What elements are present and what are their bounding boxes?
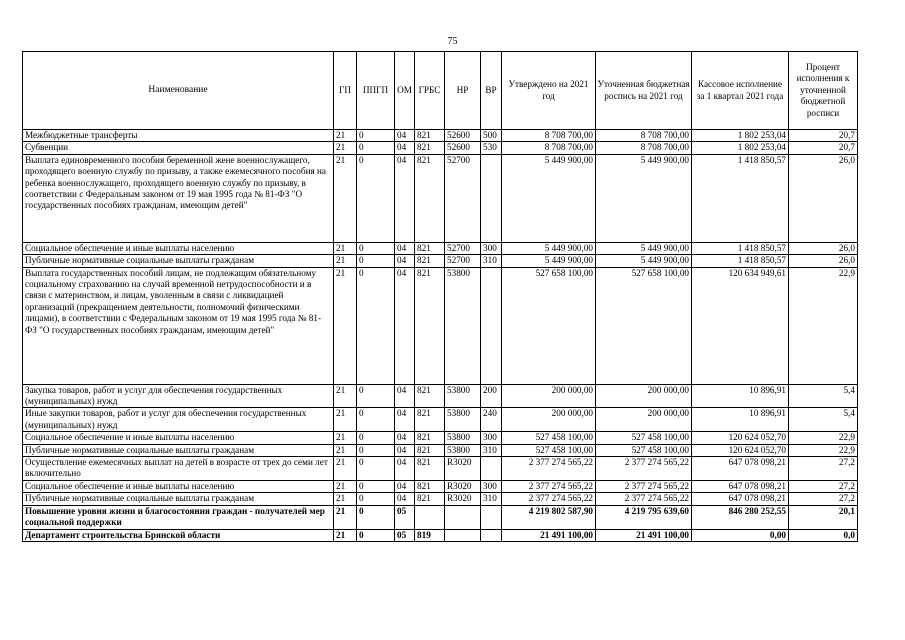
cell-approved: 8 708 700,00	[502, 142, 596, 154]
cell-grbs: 821	[415, 130, 445, 142]
cell-refined: 527 458 100,00	[596, 432, 692, 444]
cell-percent: 20,7	[789, 142, 858, 154]
cell-grbs: 821	[415, 267, 445, 384]
cell-name: Публичные нормативные социальные выплаты гражданам	[23, 493, 334, 505]
cell-approved: 2 377 274 565,22	[502, 493, 596, 505]
cell-grbs: 821	[415, 142, 445, 154]
table-row	[23, 408, 858, 432]
table-row	[23, 130, 858, 142]
cell-vr	[481, 529, 502, 541]
cell-cash: 120 624 052,70	[692, 432, 789, 444]
cell-grbs: 821	[415, 480, 445, 492]
cell-np: 53800	[445, 408, 481, 432]
table-row	[23, 505, 858, 529]
cell-approved: 200 000,00	[502, 384, 596, 408]
cell-percent: 27,2	[789, 457, 858, 481]
cell-gp: 21	[334, 408, 357, 432]
cell-vr	[481, 457, 502, 481]
table-row	[23, 142, 858, 154]
cell-percent: 26,0	[789, 255, 858, 267]
cell-np: 52600	[445, 142, 481, 154]
header-cash: Кассовое исполнение за 1 квартал 2021 года	[692, 52, 789, 130]
cell-name: Субвенции	[23, 142, 334, 154]
cell-np: 52700	[445, 242, 481, 254]
page-number: 75	[447, 36, 458, 47]
header-refined: Уточненная бюджетная роспись на 2021 год	[596, 52, 692, 130]
cell-grbs: 821	[415, 384, 445, 408]
cell-np	[445, 529, 481, 541]
cell-percent: 27,2	[789, 480, 858, 492]
cell-percent: 20,1	[789, 505, 858, 529]
header-gp: ГП	[334, 52, 357, 130]
cell-gp: 21	[334, 432, 357, 444]
cell-refined: 2 377 274 565,22	[596, 480, 692, 492]
cell-vr: 300	[481, 242, 502, 254]
cell-ppgp: 0	[357, 444, 395, 456]
cell-np: R3020	[445, 457, 481, 481]
header-grbs: ГРБС	[415, 52, 445, 130]
cell-gp: 21	[334, 505, 357, 529]
cell-refined: 4 219 795 639,60	[596, 505, 692, 529]
cell-gp: 21	[334, 142, 357, 154]
cell-ppgp: 0	[357, 242, 395, 254]
cell-refined: 200 000,00	[596, 408, 692, 432]
cell-approved: 8 708 700,00	[502, 130, 596, 142]
table-row	[23, 529, 858, 541]
cell-name: Публичные нормативные социальные выплаты гражданам	[23, 444, 334, 456]
cell-grbs	[415, 505, 445, 529]
cell-gp: 21	[334, 130, 357, 142]
cell-name: Выплата единовременного пособия беременной жене военнослужащего, проходящего военную службу по призыву, а также ежемесячного пособия на ребенка военнослужащего, проходящего военную службу по призыву, в соответствии с Федеральным законом от 19 мая 1995 года № 81-ФЗ "О государственных пособиях гражданам, имеющим детей"	[23, 154, 334, 242]
cell-om: 04	[395, 432, 415, 444]
cell-grbs: 821	[415, 432, 445, 444]
cell-vr: 530	[481, 142, 502, 154]
cell-om: 04	[395, 154, 415, 242]
cell-grbs: 821	[415, 408, 445, 432]
cell-refined: 200 000,00	[596, 384, 692, 408]
cell-gp: 21	[334, 255, 357, 267]
cell-refined: 8 708 700,00	[596, 142, 692, 154]
header-approved: Утверждено на 2021 год	[502, 52, 596, 130]
cell-grbs: 821	[415, 493, 445, 505]
cell-approved: 527 658 100,00	[502, 267, 596, 384]
cell-approved: 2 377 274 565,22	[502, 457, 596, 481]
cell-name: Публичные нормативные социальные выплаты гражданам	[23, 255, 334, 267]
cell-refined: 5 449 900,00	[596, 255, 692, 267]
cell-vr: 310	[481, 255, 502, 267]
table-row	[23, 242, 858, 254]
table-body	[23, 130, 858, 542]
cell-approved: 200 000,00	[502, 408, 596, 432]
cell-cash: 1 802 253,04	[692, 142, 789, 154]
cell-approved: 4 219 802 587,90	[502, 505, 596, 529]
cell-om: 04	[395, 255, 415, 267]
cell-gp: 21	[334, 529, 357, 541]
cell-gp: 21	[334, 242, 357, 254]
cell-refined: 527 658 100,00	[596, 267, 692, 384]
cell-om: 05	[395, 505, 415, 529]
cell-np	[445, 505, 481, 529]
table-row	[23, 432, 858, 444]
cell-grbs: 819	[415, 529, 445, 541]
cell-cash: 1 418 850,57	[692, 255, 789, 267]
table-row	[23, 480, 858, 492]
cell-refined: 21 491 100,00	[596, 529, 692, 541]
cell-om: 04	[395, 242, 415, 254]
cell-gp: 21	[334, 154, 357, 242]
cell-percent: 26,0	[789, 242, 858, 254]
cell-ppgp: 0	[357, 505, 395, 529]
cell-np: R3020	[445, 480, 481, 492]
cell-grbs: 821	[415, 255, 445, 267]
cell-om: 04	[395, 142, 415, 154]
cell-name: Социальное обеспечение и иные выплаты населению	[23, 432, 334, 444]
cell-grbs: 821	[415, 154, 445, 242]
table-row	[23, 154, 858, 242]
cell-vr: 200	[481, 384, 502, 408]
cell-approved: 527 458 100,00	[502, 444, 596, 456]
cell-gp: 21	[334, 480, 357, 492]
cell-ppgp: 0	[357, 480, 395, 492]
cell-cash: 1 418 850,57	[692, 154, 789, 242]
cell-np: 53800	[445, 432, 481, 444]
cell-om: 04	[395, 444, 415, 456]
cell-vr: 300	[481, 432, 502, 444]
header-vr: ВР	[481, 52, 502, 130]
cell-gp: 21	[334, 493, 357, 505]
cell-cash: 647 078 098,21	[692, 493, 789, 505]
cell-cash: 1 802 253,04	[692, 130, 789, 142]
cell-percent: 22,9	[789, 267, 858, 384]
budget-table	[22, 51, 858, 542]
cell-refined: 5 449 900,00	[596, 242, 692, 254]
cell-approved: 2 377 274 565,22	[502, 480, 596, 492]
cell-name: Повышение уровня жизни и благосостояния граждан - получателей мер социальной поддержки	[23, 505, 334, 529]
cell-ppgp: 0	[357, 529, 395, 541]
table-row	[23, 493, 858, 505]
cell-ppgp: 0	[357, 408, 395, 432]
table-header	[23, 52, 858, 130]
cell-vr	[481, 267, 502, 384]
cell-percent: 22,9	[789, 432, 858, 444]
cell-approved: 5 449 900,00	[502, 154, 596, 242]
cell-refined: 8 708 700,00	[596, 130, 692, 142]
cell-grbs: 821	[415, 444, 445, 456]
cell-percent: 5,4	[789, 384, 858, 408]
cell-om: 04	[395, 493, 415, 505]
cell-cash: 0,00	[692, 529, 789, 541]
cell-vr: 310	[481, 444, 502, 456]
header-ppgp: ППГП	[357, 52, 395, 130]
cell-refined: 2 377 274 565,22	[596, 457, 692, 481]
cell-percent: 5,4	[789, 408, 858, 432]
cell-ppgp: 0	[357, 154, 395, 242]
cell-gp: 21	[334, 267, 357, 384]
cell-om: 04	[395, 408, 415, 432]
cell-percent: 27,2	[789, 493, 858, 505]
cell-ppgp: 0	[357, 432, 395, 444]
cell-name: Иные закупки товаров, работ и услуг для обеспечения государственных (муниципальных) нужд	[23, 408, 334, 432]
cell-name: Социальное обеспечение и иные выплаты населению	[23, 242, 334, 254]
cell-np: 52700	[445, 255, 481, 267]
cell-vr: 300	[481, 480, 502, 492]
cell-ppgp: 0	[357, 493, 395, 505]
cell-refined: 5 449 900,00	[596, 154, 692, 242]
cell-gp: 21	[334, 457, 357, 481]
cell-om: 04	[395, 457, 415, 481]
table-row	[23, 457, 858, 481]
header-percent: Процент исполнения к уточненной бюджетной росписи	[789, 52, 858, 130]
cell-refined: 2 377 274 565,22	[596, 493, 692, 505]
cell-ppgp: 0	[357, 142, 395, 154]
table-row	[23, 267, 858, 384]
cell-cash: 647 078 098,21	[692, 457, 789, 481]
cell-om: 04	[395, 480, 415, 492]
cell-np: 52700	[445, 154, 481, 242]
cell-name: Департамент строительства Брянской области	[23, 529, 334, 541]
cell-np: 53800	[445, 384, 481, 408]
cell-percent: 22,9	[789, 444, 858, 456]
table-row	[23, 444, 858, 456]
cell-ppgp: 0	[357, 130, 395, 142]
cell-name: Социальное обеспечение и иные выплаты населению	[23, 480, 334, 492]
cell-name: Осуществление ежемесячных выплат на детей в возрасте от трех до семи лет включительно	[23, 457, 334, 481]
cell-np: 52600	[445, 130, 481, 142]
cell-cash: 10 896,91	[692, 408, 789, 432]
cell-name: Межбюджетные трансферты	[23, 130, 334, 142]
cell-cash: 647 078 098,21	[692, 480, 789, 492]
table-row	[23, 384, 858, 408]
cell-percent: 20,7	[789, 130, 858, 142]
cell-vr	[481, 154, 502, 242]
cell-approved: 527 458 100,00	[502, 432, 596, 444]
cell-np: 53800	[445, 267, 481, 384]
cell-name: Закупка товаров, работ и услуг для обеспечения государственных (муниципальных) нужд	[23, 384, 334, 408]
cell-om: 04	[395, 267, 415, 384]
header-name: Наименование	[23, 52, 334, 130]
cell-cash: 10 896,91	[692, 384, 789, 408]
cell-approved: 5 449 900,00	[502, 255, 596, 267]
cell-name: Выплата государственных пособий лицам, не подлежащим обязательному социальному страхованию на случай временной нетрудоспособности и в связи с материнством, и лицам, уволенным в связи с ликвидацией организаций (прекращением деятельности, полномочий физическими лицами), в соответствии с Федеральным законом от 19 мая 1995 года № 81-ФЗ "О государственных пособиях гражданам, имеющим детей"	[23, 267, 334, 384]
cell-refined: 527 458 100,00	[596, 444, 692, 456]
cell-cash: 1 418 850,57	[692, 242, 789, 254]
cell-grbs: 821	[415, 242, 445, 254]
header-np: НР	[445, 52, 481, 130]
cell-vr: 500	[481, 130, 502, 142]
cell-vr: 310	[481, 493, 502, 505]
cell-om: 04	[395, 130, 415, 142]
cell-np: R3020	[445, 493, 481, 505]
cell-ppgp: 0	[357, 384, 395, 408]
cell-ppgp: 0	[357, 267, 395, 384]
cell-vr: 240	[481, 408, 502, 432]
cell-approved: 5 449 900,00	[502, 242, 596, 254]
cell-percent: 26,0	[789, 154, 858, 242]
table-row	[23, 255, 858, 267]
cell-gp: 21	[334, 444, 357, 456]
cell-cash: 120 634 949,61	[692, 267, 789, 384]
cell-ppgp: 0	[357, 255, 395, 267]
cell-om: 05	[395, 529, 415, 541]
cell-percent: 0,0	[789, 529, 858, 541]
cell-gp: 21	[334, 384, 357, 408]
cell-grbs: 821	[415, 457, 445, 481]
cell-om: 04	[395, 384, 415, 408]
cell-ppgp: 0	[357, 457, 395, 481]
cell-vr	[481, 505, 502, 529]
cell-cash: 846 280 252,55	[692, 505, 789, 529]
cell-np: 53800	[445, 444, 481, 456]
cell-cash: 120 624 052,70	[692, 444, 789, 456]
header-om: ОМ	[395, 52, 415, 130]
cell-approved: 21 491 100,00	[502, 529, 596, 541]
